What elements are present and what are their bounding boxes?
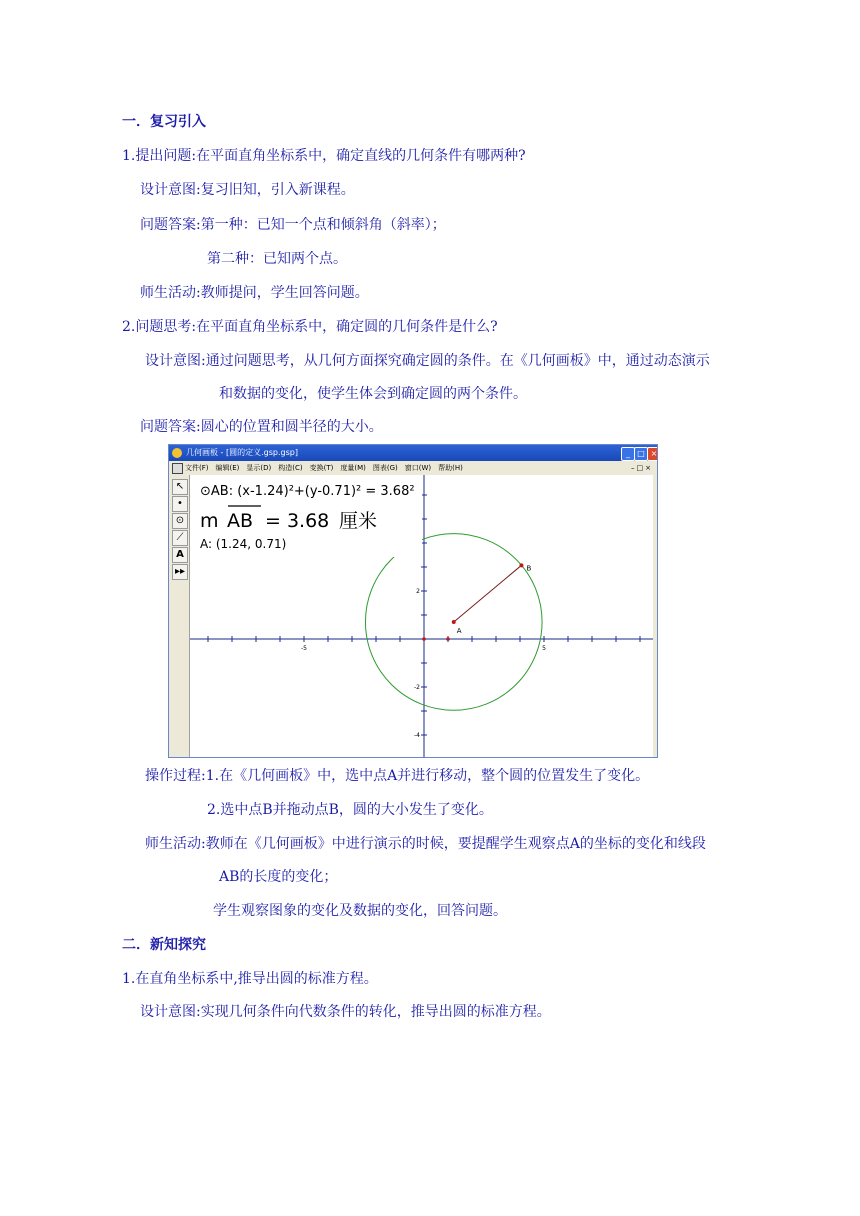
operation-step-1: 操作过程:1.在《几何画板》中，选中点A并进行移动，整个圆的位置发生了变化。 [145,768,650,784]
arrow-tool-icon[interactable]: ↖ [172,479,188,495]
menu-file[interactable]: 文件(F) [185,464,209,472]
measure-segment: AB [227,510,254,532]
design-intent-3: 设计意图:实现几何条件向代数条件的转化，推导出圆的标准方程。 [140,1004,551,1020]
sketch-canvas[interactable] [190,475,653,757]
close-icon[interactable]: × [647,447,658,461]
menu-edit[interactable]: 编辑(E) [215,464,240,472]
gsp-toolbox [169,475,190,757]
y-tick-label-2: 2 [416,588,420,595]
operation-step-2: 2.选中点B并拖动点B，圆的大小发生了变化。 [207,802,493,818]
design-intent-1: 设计意图:复习旧知，引入新课程。 [140,182,355,198]
gsp-app-icon [172,448,182,458]
maximize-icon[interactable]: □ [634,447,648,461]
menu-help[interactable]: 帮助(H) [438,464,463,472]
measure-value: = 3.68 [265,510,330,532]
line-tool-icon[interactable]: ⟋ [172,530,188,546]
point-b-label: B [526,564,532,573]
mdi-controls[interactable]: –□× [631,464,653,472]
design-intent-2-cont: 和数据的变化，使学生体会到确定圆的两个条件。 [219,386,527,402]
menu-window[interactable]: 窗口(W) [404,464,432,472]
point-b [519,563,523,567]
menu-graph[interactable]: 图表(G) [372,464,398,472]
gsp-window [168,444,658,758]
origin-point [422,637,426,641]
measure-prefix: m [200,510,219,532]
x-tick-label-5: 5 [542,645,546,652]
menu-items [185,461,470,475]
activity-1: 师生活动:教师提问，学生回答问题。 [140,285,369,301]
point-tool-icon[interactable]: • [172,496,188,512]
minimize-icon[interactable]: _ [621,447,635,461]
gsp-window-title: 几何画板 - [圆的定义.gsp.gsp] [186,448,298,457]
section-heading-explore: 二．新知探究 [122,937,206,953]
activity-2-cont: AB的长度的变化； [219,869,338,885]
compass-tool-icon[interactable]: ⊙ [172,513,188,529]
circle-equation: ⊙AB: (x-1.24)²+(y-0.71)² = 3.68² [200,484,415,499]
menu-transform[interactable]: 变换(T) [309,464,334,472]
document-icon [172,463,183,474]
question-2: 2.问题思考:在平面直角坐标系中，确定圆的几何条件是什么? [122,319,498,335]
menu-display[interactable]: 显示(D) [246,464,272,472]
measure-unit: 厘米 [339,510,378,532]
vertical-scrollbar[interactable] [653,475,657,757]
text-tool-icon[interactable]: A [172,547,188,563]
answer-1: 问题答案:第一种：已知一个点和倾斜角（斜率）； [140,217,446,233]
section-heading-review: 一．复习引入 [122,114,206,130]
design-intent-2: 设计意图:通过问题思考，从几何方面探究确定圆的条件。在《几何画板》中，通过动态演示 [145,353,710,369]
y-tick-label-neg4: -4 [414,732,420,739]
activity-2: 师生活动:教师在《几何画板》中进行演示的时候，要提醒学生观察点A的坐标的变化和线段 [145,836,706,852]
menu-construct[interactable]: 构造(C) [278,464,303,472]
gsp-titlebar [169,445,657,461]
question-3: 1.在直角坐标系中,推导出圆的标准方程。 [122,971,378,987]
custom-tool-icon[interactable]: ▸▸ [172,564,188,580]
y-tick-label-neg2: -2 [414,684,420,691]
point-a [452,620,456,624]
segment-ab [454,565,522,622]
x-tick-label-neg5: -5 [301,645,307,652]
x-axis-unit-point [446,637,450,641]
activity-2-students: 学生观察图象的变化及数据的变化，回答问题。 [213,903,507,919]
answer-2: 问题答案:圆心的位置和圆半径的大小。 [140,419,383,435]
question-1: 1.提出问题:在平面直角坐标系中，确定直线的几何条件有哪两种? [122,148,526,164]
point-a-label: A [456,626,462,635]
menu-measure[interactable]: 度量(M) [340,464,366,472]
answer-1-second: 第二种：已知两个点。 [207,251,347,267]
gsp-menubar [169,461,657,475]
point-a-coordinates: A: (1.24, 0.71) [200,537,287,551]
